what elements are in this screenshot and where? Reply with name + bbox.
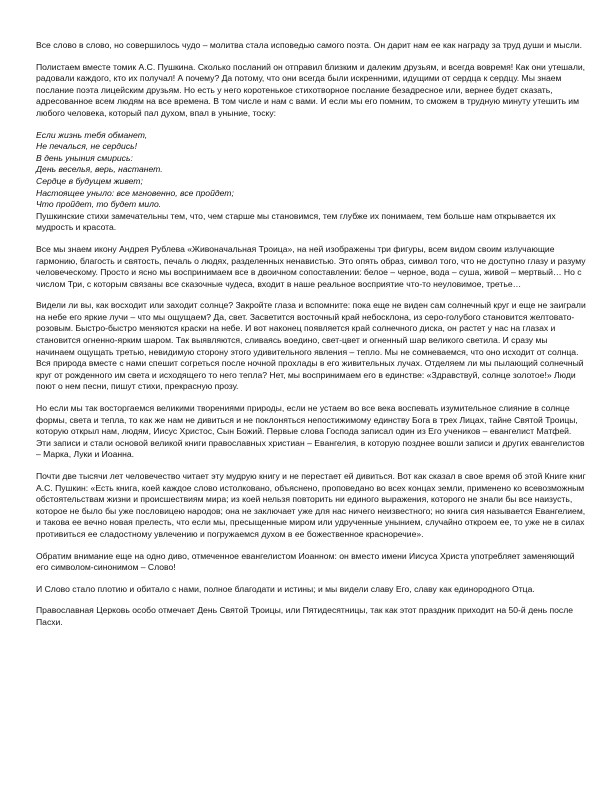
paragraph-rublev-icon: Все мы знаем икону Андрея Рублева «Живоначальная Троица», на ней изображены три фигуры, всем видом своим излучающие гармонию, благость и святость, печаль о людях, разделенных ненавистью. Это опять образ, символ того, что не доступно глазу и разуму человеческому. Просто и ясно мы воспринимаем все в двоичном сопоставлении: белое – черное, вода – суша, живой – мертвый… Но с числом Три, с которым связаны все сказочные чудеса, входит в наше реальное восприятие что-то неуловимое, третье… <box>36 243 586 289</box>
paragraph-word-symbol: Обратим внимание еще на одно диво, отмеченное евангелистом Иоанном: он вместо имени Иисуса Христа употребляет заменяющий его символом-синонимом – Слово! <box>36 550 575 573</box>
document-page <box>36 40 588 639</box>
poem-line: Сердце в будущем живет; <box>36 175 143 186</box>
poem-line: День веселья, верь, настанет. <box>36 164 163 175</box>
paragraph-pentecost: Православная Церковь особо отмечает День Святой Троицы, или Пятидесятницы, так как этот праздник приходит на 50-й день после Пасхи. <box>36 605 574 627</box>
paragraph-prayer-confession: Все слово в слово, но совершилось чудо – молитва стала исповедью самого поэта. Он дарит нам ее как награду за труд души и мысли. <box>36 40 583 50</box>
paragraph-sunrise: Видели ли вы, как восходит или заходит солнце? Закройте глаза и вспомните: пока еще не виден сам солнечный круг и еще не заиграли на небе его яркие лучи – что мы ощущаем? Да, свет. Засветится восточный край небосклона, из серо-голубого становится желтовато-розовым. Быстро-быстро меняются краски на небе. И вот наконец появляется край солнечного диска, он растет у нас на глазах и становится огненно-ярким шаром. Так выявляются, сливаясь воедино, свет-цвет и огненный шар великого светила. И сразу мы начинаем ощущать третью, невидимую сторону этого удивительного явления – тепло. Мы не сомневаемся, что оно исходит от солнца. Вся природа вместе с нами спешит согреться после ночной прохлады в его живительных лучах. Отделяем ли мы пылающий солнечный круг от рожденного им света и исходящего то него тепла? Нет, мы воспринимаем его в единстве: «Здравствуй, солнце золотое!» Люди поют о нем песни, пишут стихи, прекрасную прозу. <box>36 300 586 392</box>
paragraph-word-flesh: И Слово стало плотию и обитало с нами, полное благодати и истины; и мы видели славу Его, славу как единородного Отца. <box>36 583 535 594</box>
paragraph-pushkin-letters: Полистаем вместе томик А.С. Пушкина. Сколько посланий он отправил близким и далеким друзьям, и всегда вовремя! Как они утешали, радовали каждого, кто их получал! А почему? Да потому, что они всегда были искренними, идущими от сердца к сердцу. Мы знаем послание поэта лицейским друзьям. Но есть у него коротенькое стихотворное послание безадресное или, вернее будет сказать, адресованное всем людям на все времена. В том числе и нам с вами. И если мы его помним, то сможем в трудную минуту утешить им любого человека, который пал духом, впал в уныние, тоску: <box>36 61 586 118</box>
pushkin-poem <box>36 130 588 211</box>
poem-line: Что пройдет, то будет мило. <box>36 199 162 210</box>
poem-line: Настоящее уныло: все мгновенно, все пройдет; <box>36 187 234 198</box>
paragraph-poem-commentary: Пушкинские стихи замечательны тем, что, чем старше мы становимся, тем глубже их понимаем, тем больше нам открывается их мудрость и красота. <box>36 210 556 233</box>
poem-line: Не печалься, не сердись! <box>36 141 138 152</box>
paragraph-holy-trinity: Но если мы так восторгаемся великими творениями природы, если не устаем во все века воспевать изумительное слияние в солнце формы, света и тепла, то как же нам не дивиться и не поклоняться непостижимому единству Бога в трех Лицах, тайне Святой Троицы, которую открыл нам, людям, Иисус Христос, Сын Божий. Первые слова Господа записал один из Его учеников – евангелист Матфей. Эти записи и стали основой великой книги православных христиан – Евангелия, в которую позднее вошли записи и других евангелистов – Марка, Луки и Иоанна. <box>36 403 585 460</box>
poem-line: Если жизнь тебя обманет, <box>36 129 148 140</box>
paragraph-gospel-quote: Почти две тысячи лет человечество читает эту мудрую книгу и не перестает ей дивиться. Вот как сказал в свое время об этой Книге книг А.С. Пушкин: «Есть книга, коей каждое слово истолковано, объяснено, проповедано во всех концах земли, применено ко всевозможным обстоятельствам жизни и происшествиям мира; из коей нельзя повторить ни единого выражения, которого не знали бы все наизусть, которое не было бы уже пословицею народов; она не заключает уже для нас ничего неизвестного; но книга сия называется Евангелием, и такова ее вечно новая прелесть, что если мы, пресыщенные миром или удрученные унынием, случайно откроем ее, то уже не в силах противиться ее сладостному увлечению и погружаемся духом в ее божественное красноречие». <box>36 471 586 539</box>
poem-line: В день уныния смирись: <box>36 152 133 163</box>
